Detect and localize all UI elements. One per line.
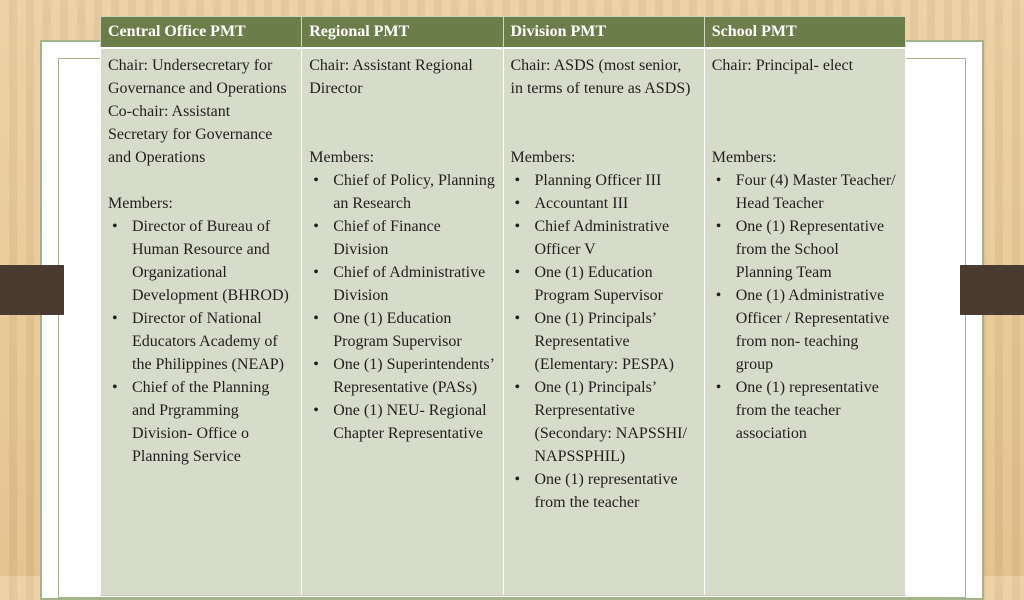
division-members-label: Members: bbox=[510, 149, 576, 166]
header-central-office-pmt: Central Office PMT bbox=[101, 17, 302, 49]
regional-members-label: Members: bbox=[309, 149, 375, 166]
table-body-row bbox=[101, 48, 906, 596]
list-item: • One (1) representative from the teacher bbox=[511, 468, 697, 514]
list-item: • One (1) Education Program Supervisor bbox=[511, 261, 697, 307]
division-cell bbox=[503, 48, 704, 596]
central-cochair: Co-chair: Assistant Secretary for Governance and Operations bbox=[108, 103, 273, 166]
division-chair: Chair: ASDS (most senior, in terms of tenure as ASDS) bbox=[510, 57, 691, 97]
pmt-composition-table bbox=[100, 16, 906, 596]
school-members-list bbox=[712, 169, 898, 445]
list-item: • One (1) representative from the teacher association bbox=[712, 376, 898, 445]
header-school-pmt: School PMT bbox=[704, 17, 905, 49]
list-item: • One (1) Principals’ Representative (Elementary: PESPA) bbox=[511, 307, 697, 376]
regional-members-list bbox=[309, 169, 495, 445]
list-item: • One (1) Representative from the School Planning Team bbox=[712, 215, 898, 284]
central-members-list bbox=[108, 215, 294, 468]
table-header-row bbox=[101, 17, 906, 49]
list-item: • Planning Officer III bbox=[511, 169, 697, 192]
right-decorative-tab bbox=[960, 265, 1024, 315]
list-item: • One (1) Superintendents’ Representative (PASs) bbox=[309, 353, 495, 399]
list-item: • Director of Bureau of Human Resource and Organizational Development (BHROD) bbox=[108, 215, 294, 307]
regional-chair: Chair: Assistant Regional Director bbox=[309, 57, 473, 97]
list-item: • One (1) Education Program Supervisor bbox=[309, 307, 495, 353]
list-item: • Chief of Administrative Division bbox=[309, 261, 495, 307]
left-decorative-tab bbox=[0, 265, 64, 315]
school-members-label: Members: bbox=[711, 149, 777, 166]
school-chair: Chair: Principal- elect bbox=[711, 57, 854, 74]
list-item: • Four (4) Master Teacher/ Head Teacher bbox=[712, 169, 898, 215]
list-item: • One (1) NEU- Regional Chapter Representative bbox=[309, 399, 495, 445]
list-item: • Chief of the Planning and Prgramming Division- Office o Planning Service bbox=[108, 376, 294, 468]
central-office-cell bbox=[101, 48, 302, 596]
central-chair: Chair: Undersecretary for Governance and Operations bbox=[108, 57, 287, 97]
list-item: • Director of National Educators Academy of the Philippines (NEAP) bbox=[108, 307, 294, 376]
school-cell bbox=[704, 48, 905, 596]
list-item: • Chief of Policy, Planning an Research bbox=[309, 169, 495, 215]
list-item: • Chief Administrative Officer V bbox=[511, 215, 697, 261]
header-regional-pmt: Regional PMT bbox=[302, 17, 503, 49]
header-division-pmt: Division PMT bbox=[503, 17, 704, 49]
regional-cell bbox=[302, 48, 503, 596]
central-members-label: Members: bbox=[108, 195, 173, 212]
list-item: • Chief of Finance Division bbox=[309, 215, 495, 261]
list-item: • Accountant III bbox=[511, 192, 697, 215]
list-item: • One (1) Principals’ Rerpresentative (Secondary: NAPSSHI/ NAPSSPHIL) bbox=[511, 376, 697, 468]
list-item: • One (1) Administrative Officer / Representative from non- teaching group bbox=[712, 284, 898, 376]
division-members-list bbox=[511, 169, 697, 514]
